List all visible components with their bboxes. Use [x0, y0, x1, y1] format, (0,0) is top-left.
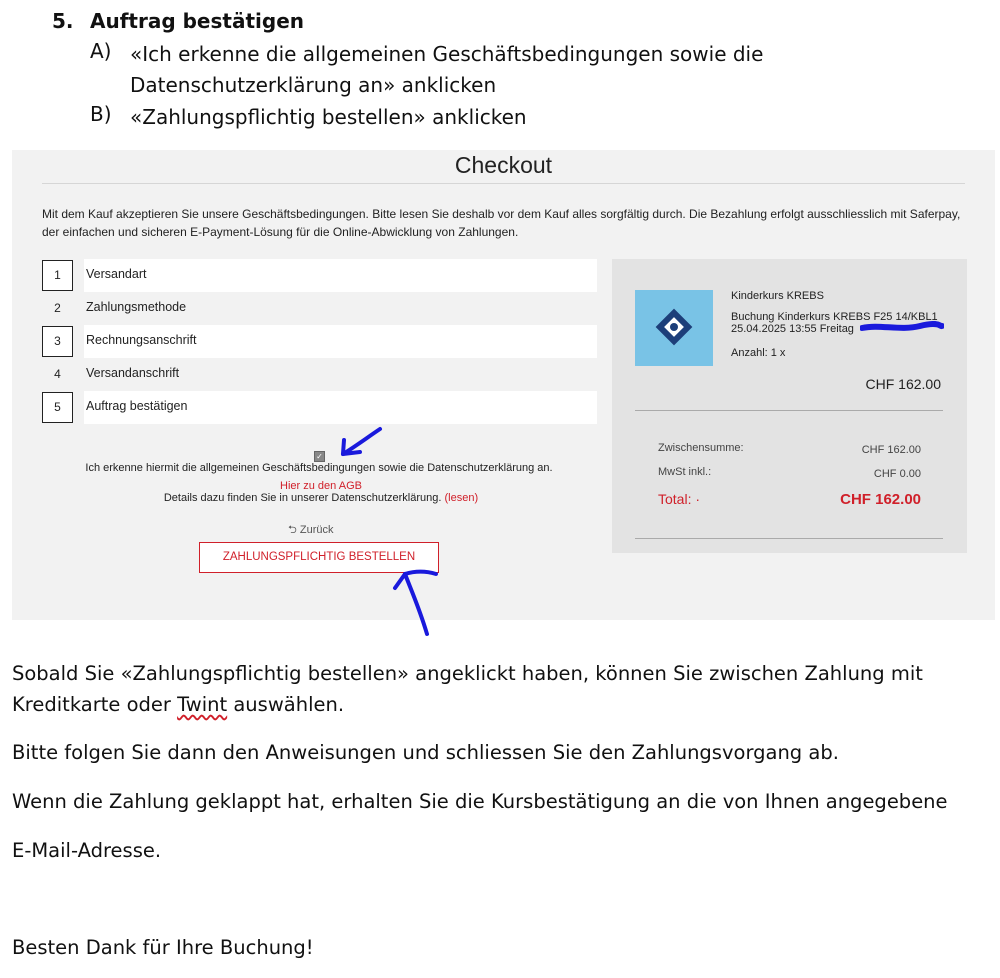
arrow-to-order-button-icon [395, 572, 436, 634]
booking-line: 25.04.2025 13:55 Freitag [731, 323, 854, 335]
item-letter: B) [90, 102, 112, 126]
step-label: Rechnungsanschrift [86, 333, 197, 347]
step-label: Auftrag bestätigen [86, 399, 188, 413]
step-number: 1 [54, 268, 61, 282]
step-number: 4 [54, 367, 61, 381]
item-text: «Zahlungspflichtig bestellen» anklicken [130, 105, 527, 129]
total-value: CHF 162.00 [840, 491, 921, 508]
product-quantity: Anzahl: 1 x [731, 347, 786, 359]
total-label: Total: · [658, 491, 701, 507]
item-letter: A) [90, 39, 112, 63]
paragraph-follow-instructions: Bitte folgen Sie dann den Anweisungen und schliessen Sie den Zahlungsvorgang ab. [12, 741, 839, 764]
spellcheck-word: Twint [177, 693, 228, 716]
arrow-to-checkbox-icon [343, 429, 380, 454]
paragraph-thanks: Besten Dank für Ihre Buchung! [12, 936, 314, 959]
subtotal-value: CHF 162.00 [861, 444, 921, 456]
paragraph-payment-choice [12, 658, 923, 720]
step-number: 3 [54, 334, 61, 348]
checkout-intro: Mit dem Kauf akzeptieren Sie unsere Geschäftsbedingungen. Bitte lesen Sie deshalb vor dem Kauf alles sorgfältig durch. Die Bezahlung erfolgt ausschliesslich mit Saferpay, der einfachen und sicheren E-Payment-Lösung für die Online-Abwicklung von Zahlungen. [42, 207, 961, 239]
privacy-details-text: Details dazu finden Sie in unserer Datenschutzerklärung. [163, 492, 442, 504]
product-name: Kinderkurs KREBS [731, 290, 824, 302]
step-label: Versandanschrift [86, 366, 180, 380]
checkout-title: Checkout [454, 152, 553, 178]
item-text: «Ich erkenne die allgemeinen Geschäftsbedingungen sowie die Datenschutzerklärung an» anklicken [130, 42, 764, 97]
paragraph-line: Sobald Sie «Zahlungspflichtig bestellen» angeklickt haben, können Sie zwischen Zahlung mit [12, 662, 923, 685]
paragraph-email: E-Mail-Adresse. [12, 839, 162, 862]
step-label: Zahlungsmethode [86, 300, 187, 314]
place-order-button[interactable]: ZAHLUNGSPFLICHTIG BESTELLEN [199, 542, 439, 573]
back-link[interactable]: ⮌ Zurück [288, 524, 334, 536]
step-number: 5 [54, 400, 61, 414]
step-title: Auftrag bestätigen [90, 9, 304, 33]
booking-line: Buchung Kinderkurs KREBS F25 14/KBL1 [731, 311, 938, 323]
product-price: CHF 162.00 [865, 376, 941, 392]
step-label: Versandart [86, 267, 147, 281]
step-number: 2 [54, 301, 61, 315]
privacy-read-link[interactable]: (lesen) [444, 492, 479, 504]
agb-checkbox[interactable]: ✓ [314, 451, 325, 462]
paragraph-confirmation: Wenn die Zahlung geklappt hat, erhalten Sie die Kursbestätigung an die von Ihnen angegebene [12, 790, 948, 813]
vat-value: CHF 0.00 [873, 468, 921, 480]
agb-link[interactable]: Hier zu den AGB [280, 480, 362, 492]
agb-consent-text: Ich erkenne hiermit die allgemeinen Geschäftsbedingungen sowie die Datenschutzerklärung an. [85, 462, 553, 474]
paragraph-line: Kreditkarte oder Twint auswählen. [12, 693, 345, 716]
step-number: 5. [52, 9, 74, 33]
subtotal-label: Zwischensumme: [658, 442, 744, 454]
vat-label: MwSt inkl.: [658, 466, 712, 478]
